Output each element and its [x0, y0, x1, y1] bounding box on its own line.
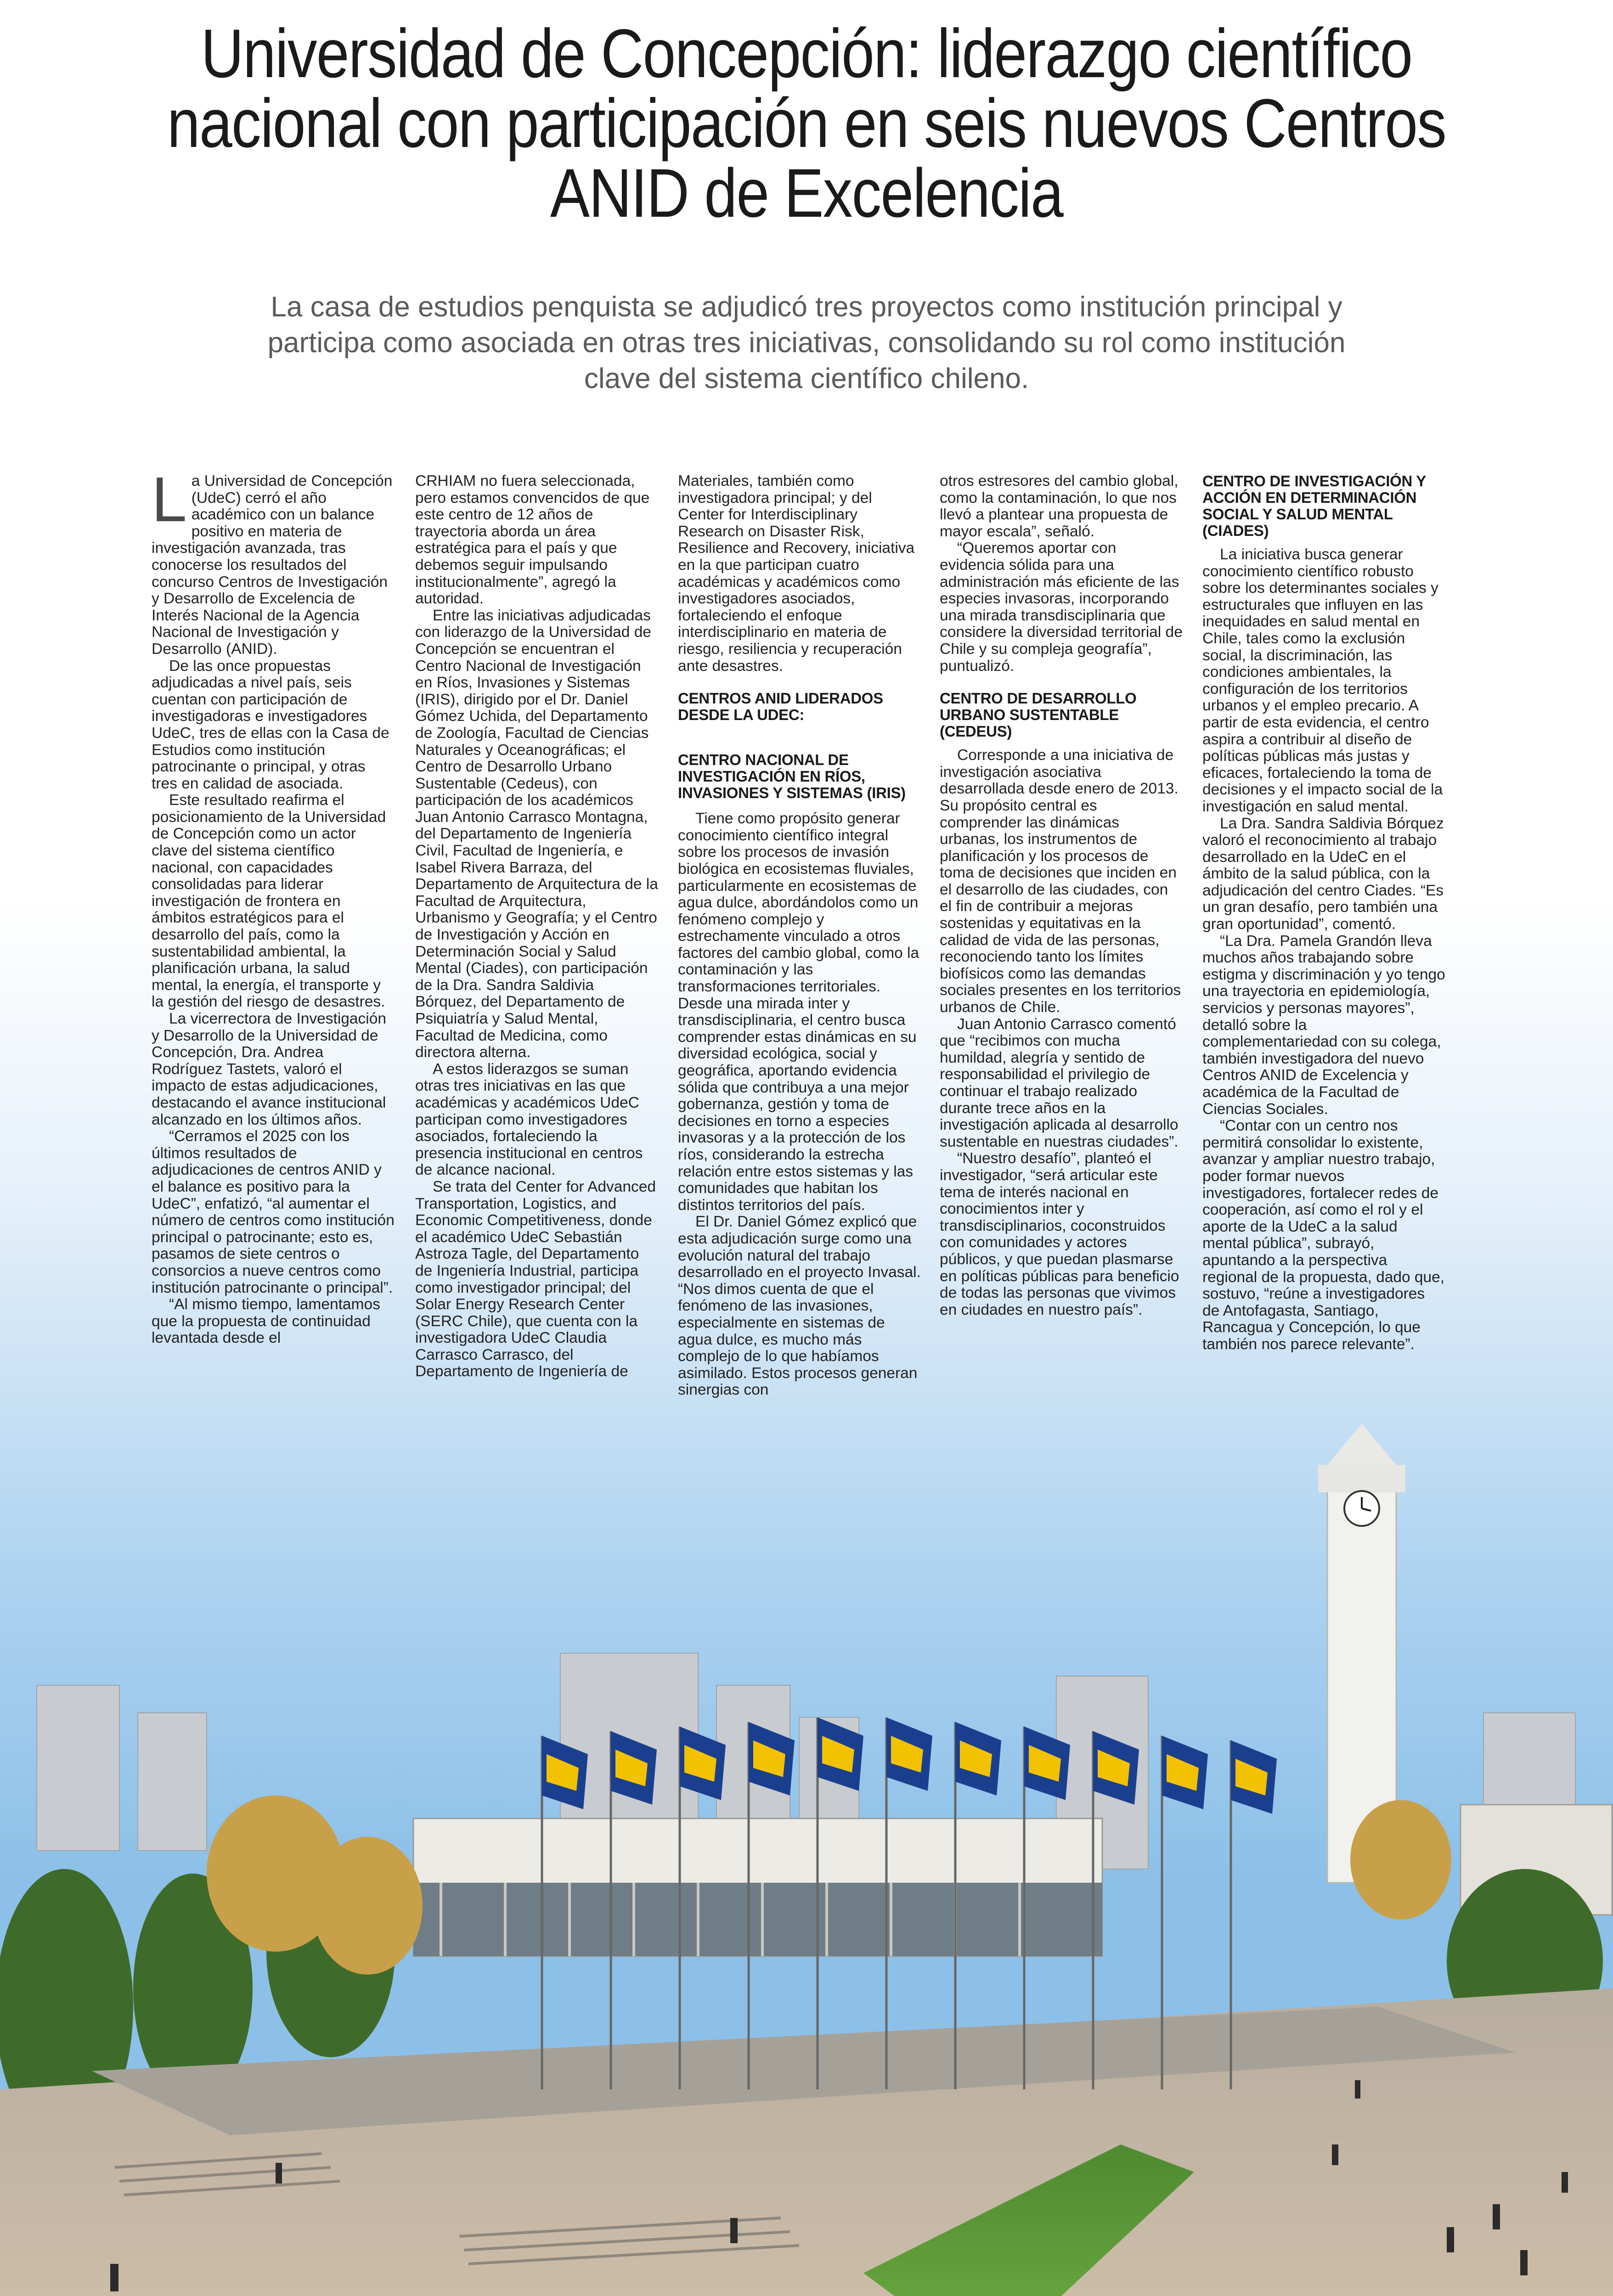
paragraph: Juan Antonio Carrasco comentó que “recibimos con mucha humildad, alegría y sentido de responsabilidad el privilegio de continuar el trabajo realizado durante trece años en la investigación aplicada al desarrollo sustentable en nuestras ciudades”. — [940, 1015, 1179, 1150]
paragraph: “Queremos aportar con evidencia sólida para una administración más eficiente de las especies invasoras, incorporando una mirada transdisciplinaria que considere la diversidad territorial de Chile y su compleja geografía”, puntualizó. — [940, 540, 1183, 675]
paragraph: Este resultado reafirma el posicionamiento de la Universidad de Concepción como un actor clave del sistema científico nacional, con capacidades consolidadas para liderar investigación de frontera en ámbitos estratégicos para el desarrollo del país, como la sustentabilidad ambiental, la planificación urbana, la salud mental, la energía, el transporte y la gestión del riesgo de desastres. — [152, 792, 386, 1011]
paragraph — [152, 473, 395, 658]
article-body — [0, 473, 1613, 1557]
column-2 — [415, 473, 659, 1557]
dropcap: L — [152, 473, 187, 535]
section-heading-centros: CENTROS ANID LIDERADOS DESDE LA UDEC: — [678, 690, 883, 724]
column-3 — [678, 473, 921, 1557]
paragraph: Se trata del Center for Advanced Transportation, Logistics, and Economic Competitiveness, donde el académico UdeC Sebastián Astroza Tagle, del Departamento de Ingeniería Industrial, participa como investigador principal; del Solar Energy Research Center (SERC Chile), que cuenta con la investigadora UdeC Claudia Carrasco Carrasco, del Departamento de Ingeniería de — [415, 1178, 656, 1380]
paragraph: “La Dra. Pamela Grandón lleva muchos años trabajando sobre estigma y discriminación y yo tengo una trayectoria en epidemiología, servicios y personas mayores”, detalló sobre la complementariedad con su colega, también investigadora del nuevo Centros ANID de Excelencia y académica de la Facultad de Ciencias Sociales. — [1202, 932, 1445, 1118]
column-4 — [940, 473, 1183, 1557]
section-heading-cedeus: CENTRO DE DESARROLLO URBANO SUSTENTABLE (CEDEUS) — [940, 690, 1137, 740]
paragraph: CRHIAM no fuera seleccionada, pero estamos convencidos de que este centro de 12 años de trayectoria aborda un área estratégica para el país y que debemos seguir impulsando institucionalmente”, agregó la autoridad. — [415, 473, 650, 608]
paragraph: A estos liderazgos se suman otras tres iniciativas en las que académicas y académicos UdeC participan como investigadores asociados, fortaleciendo la presencia institucional en centros de alcance nacional. — [415, 1060, 643, 1179]
headline: Universidad de Concepción: liderazgo científico nacional con participación en seis nuevos Centros ANID de Excelencia — [167, 15, 1446, 231]
paragraph: La vicerrectora de Investigación y Desarrollo de la Universidad de Concepción, Dra. Andrea Rodríguez Tastets, valoró el impacto de estas adjudicaciones, destacando el avance institucional alcanzado en los últimos años. — [152, 1010, 386, 1128]
paragraph: “Contar con un centro nos permitirá consolidar lo existente, avanzar y ampliar nuestro trabajo, poder formar nuevos investigadores, fortalecer redes de cooperación, así como el rol y el aporte de la UdeC a la salud mental pública”, subrayó, apuntando a la perspectiva regional de la propuesta, dado que, sostuvo, “reúne a investigadores de Antofagasta, Santiago, Rancagua y Concepción, lo que también nos parece relevante”. — [1202, 1117, 1445, 1353]
section-heading-ciades: CENTRO DE INVESTIGACIÓN Y ACCIÓN EN DETERMINACIÓN SOCIAL Y SALUD MENTAL (CIADES) — [1202, 473, 1426, 539]
column-5 — [1202, 473, 1446, 1557]
paragraph-text: a Universidad de Concepción (UdeC) cerró el año académico con un balance positivo en materia de investigación avanzada, tras conocerse los resultados del concurso Centros de Investigación y Desarrollo de Excelencia de Interés Nacional de la Agencia Nacional de Investigación y Desarrollo (ANID). — [152, 473, 393, 658]
column-1 — [152, 473, 395, 1557]
paragraph: Materiales, también como investigadora principal; y del Center for Interdisciplinary Research on Disaster Risk, Resilience and Recovery, iniciativa en la que participan cuatro académicas y académicos como investigadores asociados, fortaleciendo el enfoque interdisciplinario en materia de riesgo, resiliencia y recuperación ante desastres. — [678, 473, 915, 675]
paragraph: La iniciativa busca generar conocimiento científico robusto sobre los determinantes sociales y estructurales que influyen en las inequidades en salud mental en Chile, tales como la exclusión social, la discriminación, las condiciones ambientales, la configuración de los territorios urbanos y el empleo precario. A partir de esta evidencia, el centro aspira a contribuir al diseño de políticas públicas más justas y eficaces, fortaleciendo la toma de decisiones y el impacto social de la investigación en salud mental. — [1202, 546, 1443, 815]
paragraph: El Dr. Daniel Gómez explicó que esta adjudicación surge como una evolución natural del trabajo desarrollado en el proyecto Invasal. “Nos dimos cuenta de que el fenómeno de las invasiones, especialmente en sistemas de agua dulce, es mucho más complejo de lo que habíamos asimilado. Estos procesos generan sinergias con — [678, 1213, 921, 1399]
paragraph: “Nuestro desafío”, planteó el investigador, “será articular este tema de interés nacional en conocimientos inter y transdisciplinarios, coconstruidos con comunidades y actores públicos, y que puedan plasmarse en políticas públicas para beneficio de todas las personas que vivimos en ciudades en nuestro país”. — [940, 1150, 1179, 1318]
subtitle: La casa de estudios penquista se adjudicó tres proyectos como institución principal y participa como asociada en otras tres iniciativas, consolidando su rol como institución clave del sistema científico chileno. — [267, 291, 1346, 394]
paragraph: Entre las iniciativas adjudicadas con liderazgo de la Universidad de Concepción se encuentran el Centro Nacional de Investigación en Ríos, Invasiones y Sistemas (IRIS), dirigido por el Dr. Daniel Gómez Uchida, del Departamento de Zoología, Facultad de Ciencias Naturales y Oceanográficas; el Centro de Desarrollo Urbano Sustentable (Cedeus), con participación de los académicos Juan Antonio Carrasco Montagna, del Departamento de Ingeniería Civil, Facultad de Ingeniería, e Isabel Rivera Barraza, del Departamento de Arquitectura de la Facultad de Arquitectura, Urbanismo y Geografía; y el Centro de Investigación y Acción en Determinación Social y Salud Mental (Ciades), con participación de la Dra. Sandra Saldivia Bórquez, del Departamento de Psiquiatría y Salud Mental, Facultad de Medicina, como directora alterna. — [415, 607, 658, 1061]
paragraph: La Dra. Sandra Saldivia Bórquez valoró el reconocimiento al trabajo desarrollado en la UdeC en el ámbito de la salud pública, con la adjudicación del centro Ciades. “Es un gran desafío, pero también una gran oportunidad”, comentó. — [1202, 815, 1444, 933]
paragraph: “Cerramos el 2025 con los últimos resultados de adjudicaciones de centros ANID y el balance es positivo para la UdeC”, enfatizó, “al aumentar el número de centros como institución principal o patrocinante; esto es, pasamos de siete centros o consorcios a nueve centros como institución patrocinante o principal”. — [152, 1128, 395, 1296]
paragraph: Tiene como propósito generar conocimiento científico integral sobre los procesos de invasión biológica en ecosistemas fluviales, particularmente en ecosistemas de agua dulce, abordándolos como un fenómeno complejo y estrechamente vinculado a otros factores del cambio global, como la contaminación y las transformaciones territoriales. Desde una mirada inter y transdisciplinaria, el centro busca comprender estas dinámicas en su diversidad ecológica, social y geográfica, aportando evidencia sólida que contribuya a una mejor gobernanza, gestión y toma de decisiones en torno a especies invasoras y a la protección de los ríos, considerando la estrecha relación entre estos sistemas y las comunidades que habitan los distintos territorios del país. — [678, 810, 919, 1214]
paragraph: Corresponde a una iniciativa de investigación asociativa desarrollada desde enero de 2013. Su propósito central es comprender las dinámicas urbanas, los instrumentos de planificación y los procesos de toma de decisiones que inciden en el desarrollo de las ciudades, con el fin de contribuir a mejoras sostenidas y equitativas en la calidad de vida de las personas, reconociendo tanto los límites biofísicos como las demandas sociales presentes en los territorios urbanos de Chile. — [940, 747, 1181, 1016]
section-heading-iris: CENTRO NACIONAL DE INVESTIGACIÓN EN RÍOS, INVASIONES Y SISTEMAS (IRIS) — [678, 751, 906, 802]
paragraph: otros estresores del cambio global, como la contaminación, lo que nos llevó a plantear una propuesta de mayor escala”, señaló. — [940, 473, 1179, 540]
paragraph: De las once propuestas adjudicadas a nivel país, seis cuentan con participación de investigadoras e investigadores UdeC, tres de ellas con la Casa de Estudios como institución patrocinante o principal, y otras tres en calidad de asociada. — [152, 657, 389, 792]
paragraph: “Al mismo tiempo, lamentamos que la propuesta de continuidad levantada desde el — [152, 1296, 380, 1347]
